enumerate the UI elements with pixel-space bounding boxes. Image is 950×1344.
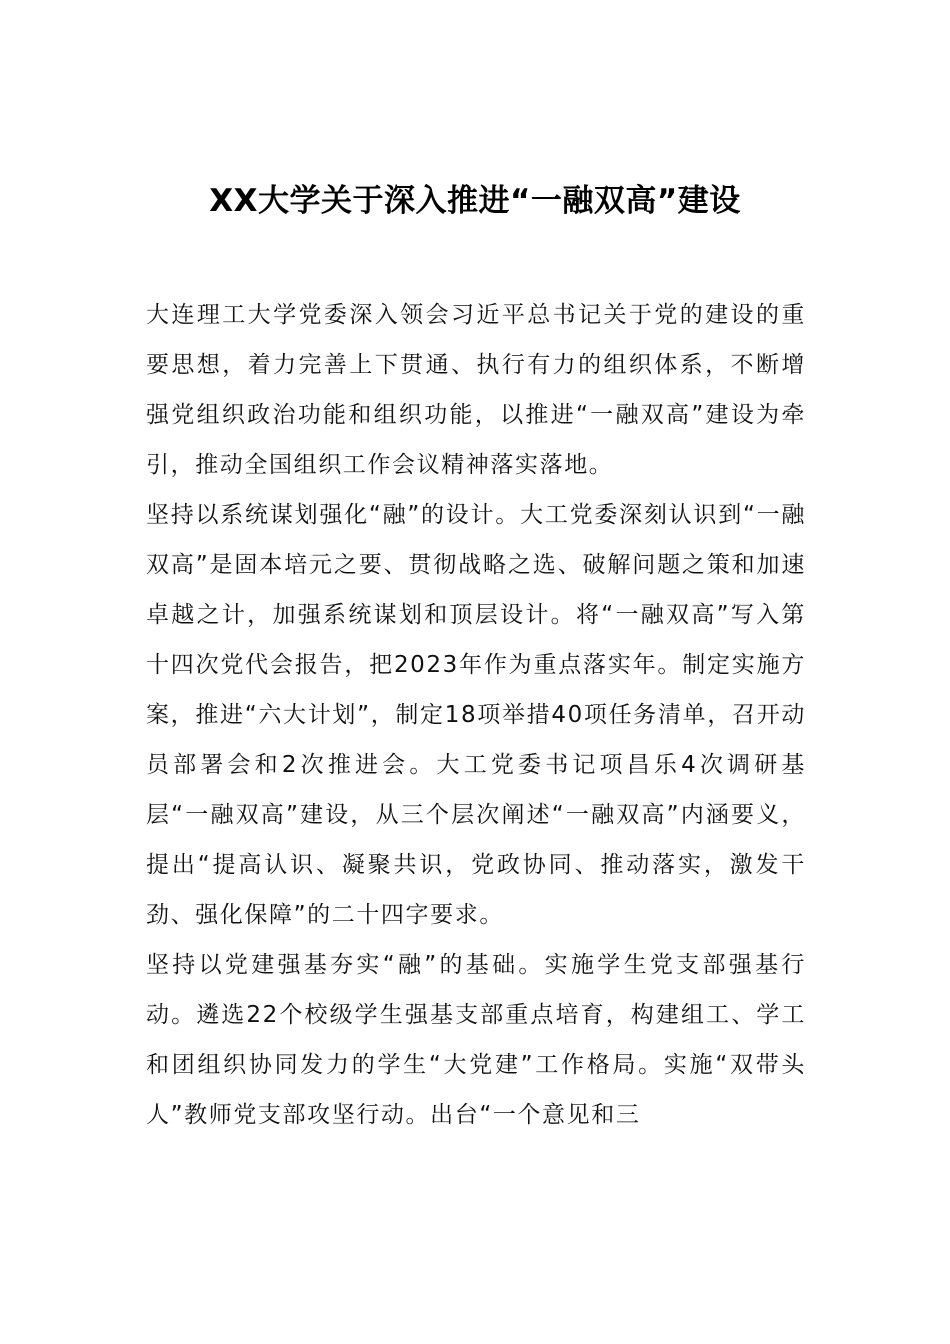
document-title: XX大学关于深入推进“一融双高”建设 xyxy=(209,182,741,219)
paragraph-intro: 大连理工大学党委深入领会习近平总书记关于党的建设的重要思想，着力完善上下贯通、执行有力的组织体系，不断增强党组织政治功能和组织功能，以推进“一融双高”建设为牵引，推动全国组织工作会议精神落实落地。 xyxy=(146,302,806,478)
paragraph-party-building: 坚持以党建强基夯实“融”的基础。实施学生党支部强基行动。遴选22个校级学生强基支部重点培育，构建组工、学工和团组织协同发力的学生“大党建”工作格局。实施“双带头人”教师党支部攻坚行动。出台“一个意见和三 xyxy=(146,952,806,1128)
document-body xyxy=(146,290,806,1140)
paragraph-system-planning: 坚持以系统谋划强化“融”的设计。大工党委深刻认识到“一融双高”是固本培元之要、贯彻战略之选、破解问题之策和加速卓越之计，加强系统谋划和顶层设计。将“一融双高”写入第十四次党代会报告，把2023年作为重点落实年。制定实施方案，推进“六大计划”，制定18项举措40项任务清单，召开动员部署会和2次推进会。大工党委书记项昌乐4次调研基层“一融双高”建设，从三个层次阐述“一融双高”内涵要义，提出“提高认识、凝聚共识，党政协同、推动落实，激发干劲、强化保障”的二十四字要求。 xyxy=(146,502,806,928)
